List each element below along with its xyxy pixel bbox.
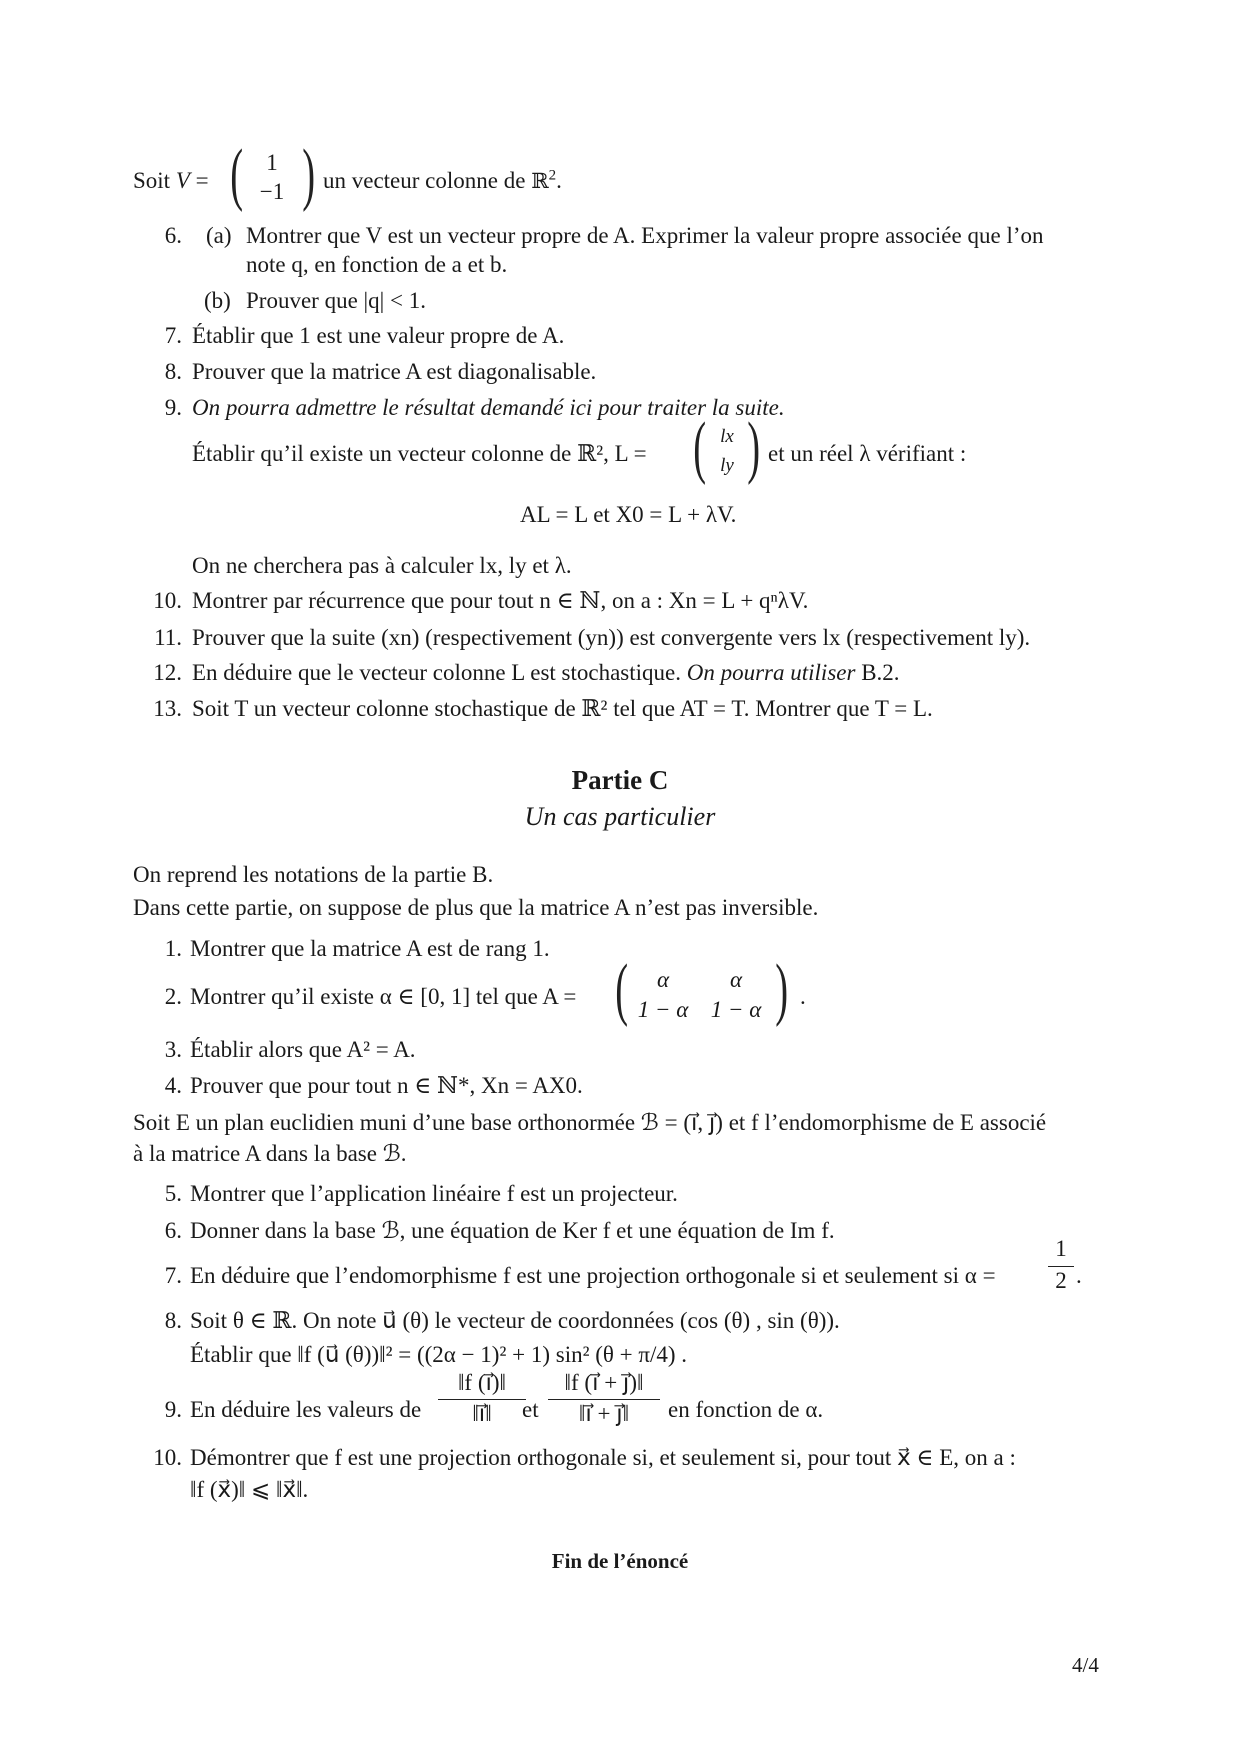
subquestion-label-b: (b): [204, 288, 231, 313]
matrix-a-11: α: [656, 967, 670, 992]
c-q6-text: Donner dans la base ℬ, une équation de Ker f et une équation de Im f.: [190, 1218, 835, 1243]
page-number: 4/4: [1072, 1653, 1099, 1677]
subquestion-label-a: (a): [206, 223, 232, 248]
c-q8-line1: Soit θ ∈ ℝ. On note u⃗ (θ) le vecteur de coordonnées (cos (θ) , sin (θ)).: [190, 1308, 840, 1333]
question-number: 4.: [164, 1073, 182, 1098]
intro-v-eq: =: [195, 168, 209, 193]
matrix-l-entry-1: lx: [720, 426, 734, 447]
c-q4-text: Prouver que pour tout n ∈ ℕ*, Xn = AX0.: [190, 1073, 583, 1098]
question-number: 1.: [164, 936, 182, 961]
intro-v-suffix-text: un vecteur colonne de: [323, 168, 526, 193]
right-paren: ): [775, 951, 789, 1028]
c-q3-text: Établir alors que A² = A.: [190, 1037, 416, 1062]
c-q8-line2: Établir que ‖f (u⃗ (θ))‖² = ((2α − 1)² + 1) sin² (θ + π/4) .: [190, 1342, 688, 1367]
q9-hint: On pourra admettre le résultat demandé ici pour traiter la suite.: [192, 395, 785, 420]
q12-line: [192, 660, 900, 686]
matrix-a-12: α: [729, 967, 743, 992]
right-paren: ): [747, 409, 761, 486]
left-paren: (: [693, 409, 707, 486]
end-of-statement: Fin de l’énoncé: [551, 1549, 689, 1573]
c-q10-line1: Démontrer que f est une projection orthogonale si, et seulement si, pour tout x⃗ ∈ E, on a :: [190, 1445, 1016, 1470]
question-number: 9.: [164, 1397, 182, 1422]
frac-bar: [1048, 1266, 1074, 1267]
frac-denominator: 2: [1055, 1268, 1067, 1293]
c-q10-line2: ‖f (x⃗)‖ ⩽ ‖x⃗‖.: [190, 1477, 309, 1502]
q6b-text: Prouver que |q| < 1.: [246, 288, 426, 313]
frac1-denominator: ‖ı⃗‖: [472, 1401, 492, 1426]
partc-intro2: Dans cette partie, on suppose de plus que la matrice A n’est pas inversible.: [133, 895, 819, 920]
question-number: 12.: [153, 660, 182, 685]
left-paren: (: [615, 951, 629, 1028]
q12-ref: B.2.: [861, 660, 900, 685]
question-number: 7.: [164, 1263, 182, 1288]
c-q9-text: En déduire les valeurs de: [190, 1397, 422, 1422]
q9-note: On ne cherchera pas à calculer lx, ly et λ.: [192, 553, 572, 578]
c-q7-text: En déduire que l’endomorphisme f est une projection orthogonale si et seulement si α =: [190, 1263, 996, 1288]
q9-line-pre: Établir qu’il existe un vecteur colonne de ℝ², L =: [192, 441, 647, 466]
q13-text: Soit T un vecteur colonne stochastique de ℝ² tel que AT = T. Montrer que T = L.: [192, 696, 933, 721]
frac2-denominator: ‖ı⃗ + ȷ⃗‖: [578, 1401, 630, 1426]
question-number: 3.: [164, 1037, 182, 1062]
section-title: Partie C: [571, 765, 669, 795]
intro-v-symbol: V: [175, 168, 190, 193]
matrix-v-entry-2: −1: [259, 179, 285, 204]
question-number: 6.: [164, 1218, 182, 1243]
matrix-a-21: 1 − α: [637, 997, 689, 1022]
partc-para-line1: Soit E un plan euclidien muni d’une base orthonormée ℬ = (ı⃗, ȷ⃗) et f l’endomorphisme de E associé: [133, 1110, 1047, 1135]
matrix-v-entry-1: 1: [266, 150, 278, 175]
intro-v-dot: .: [556, 168, 562, 193]
question-number: 8.: [164, 1308, 182, 1333]
question-number: 13.: [153, 696, 182, 721]
question-number: 10.: [153, 588, 182, 613]
q10-text: Montrer par récurrence que pour tout n ∈ ℕ, on a : Xn = L + qⁿλV.: [192, 588, 809, 613]
partc-intro1: On reprend les notations de la partie B.: [133, 862, 494, 887]
c-q9-mid: et: [522, 1397, 539, 1422]
c-q1-text: Montrer que la matrice A est de rang 1.: [190, 936, 550, 961]
intro-v-suffix: [323, 168, 562, 194]
intro-v-prefix: [133, 168, 209, 194]
matrix-l-entry-2: ly: [720, 455, 734, 476]
frac2-bar: [548, 1399, 660, 1400]
c-q2-text: Montrer qu’il existe α ∈ [0, 1] tel que A =: [190, 984, 577, 1009]
frac1-numerator: ‖f (ı⃗)‖: [457, 1370, 507, 1395]
right-paren: ): [302, 136, 316, 213]
frac2-numerator: ‖f (ı⃗ + ȷ⃗)‖: [564, 1370, 644, 1395]
intro-v-soit: Soit: [133, 168, 171, 193]
section-subtitle: Un cas particulier: [524, 802, 716, 831]
partc-para-line2: à la matrice A dans la base ℬ.: [133, 1141, 407, 1166]
q11-text: Prouver que la suite (xn) (respectivement (yn)) est convergente vers lx (respectivement ly).: [192, 625, 1031, 650]
q8-text: Prouver que la matrice A est diagonalisable.: [192, 359, 597, 384]
q9-display-equation: AL = L et X0 = L + λV.: [520, 502, 737, 527]
question-number: 9.: [164, 395, 182, 420]
c-q9-post: en fonction de α.: [668, 1397, 824, 1422]
frac1-bar: [438, 1399, 526, 1400]
question-number: 10.: [153, 1445, 182, 1470]
q6a-line2: note q, en fonction de a et b.: [246, 252, 508, 277]
question-number: 11.: [154, 625, 182, 650]
q12-hint: On pourra utiliser: [686, 660, 856, 685]
intro-v-R: ℝ: [531, 169, 549, 193]
left-paren: (: [230, 136, 244, 213]
matrix-a-22: 1 − α: [710, 997, 762, 1022]
q7-text: Établir que 1 est une valeur propre de A.: [192, 323, 565, 348]
q12-text: En déduire que le vecteur colonne L est stochastique.: [192, 660, 681, 685]
q9-line-post: et un réel λ vérifiant :: [768, 441, 967, 466]
question-number: 6.: [164, 223, 182, 248]
c-q5-text: Montrer que l’application linéaire f est un projecteur.: [190, 1181, 678, 1206]
frac-numerator: 1: [1055, 1236, 1067, 1261]
question-number: 5.: [164, 1181, 182, 1206]
question-number: 8.: [164, 359, 182, 384]
question-number: 7.: [164, 323, 182, 348]
question-number: 2.: [164, 984, 182, 1009]
intro-v-exp: 2: [548, 167, 557, 184]
c-q2-post: .: [800, 984, 806, 1009]
c-q7-post: .: [1076, 1263, 1082, 1288]
q6a-line1: Montrer que V est un vecteur propre de A. Exprimer la valeur propre associée que l’on: [246, 223, 1044, 248]
